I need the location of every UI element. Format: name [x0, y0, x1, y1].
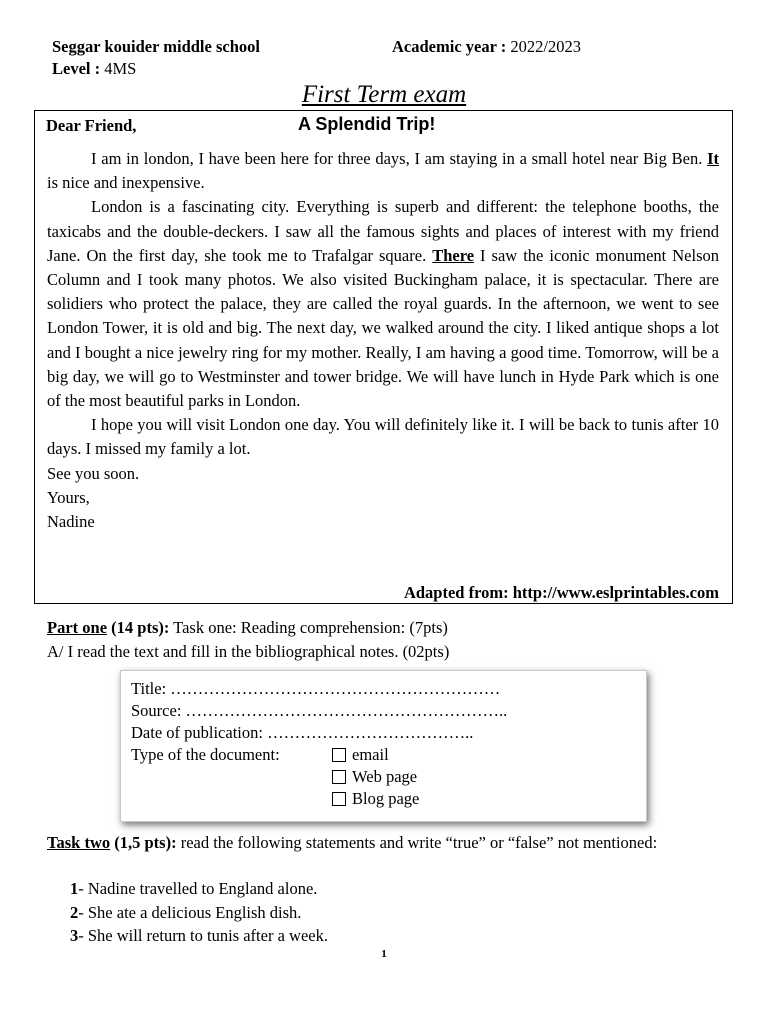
academic-year [392, 37, 581, 57]
statement-3-number: 3 [70, 926, 79, 945]
school-name: Seggar kouider middle school [52, 37, 260, 56]
academic-year-label: Academic year : [392, 37, 507, 56]
document-type-label: Type of the document: [131, 745, 280, 764]
statement-2-text: - She ate a delicious English dish. [78, 903, 302, 922]
letter-greeting: Dear Friend, [46, 116, 137, 135]
letter-title: A Splendid Trip! [298, 114, 436, 134]
source-line[interactable]: Source: ………………………………………………….. [131, 701, 508, 720]
task-two-label: Task two [47, 833, 111, 852]
level-label: Level : [52, 59, 101, 78]
paragraph-2-text-a: London is a fascinating city. Everything is superb and different: the telephone booths, the taxicabs and the double-deckers. I saw all the famous sights and places of interest with my friend Jane. On the first day, she took me to Trafalgar square. [47, 197, 719, 265]
task-two-heading [47, 832, 727, 854]
option-blog-page-label: Blog page [352, 789, 420, 808]
paragraph-1-text-b: is nice and inexpensive. [47, 173, 205, 193]
option-web-page[interactable] [332, 766, 417, 788]
closing-line-2: Yours, [47, 487, 90, 507]
paragraph-1 [47, 147, 719, 195]
option-web-page-label: Web page [352, 767, 418, 786]
statement-1-number: 1 [70, 879, 79, 898]
paragraph-2 [47, 195, 719, 413]
paragraph-2-text-b: I saw the iconic monument Nelson Column and I took many photos. We also visited Buckingham palace, it is spectacular. There are solidiers who protect the palace, they are called the royal guards. In the afternoon, we went to see London Tower, it is old and big. The next day, we walked around the city. I liked antique shops a lot and I bought a nice jewelry ring for my mother. Really, I am having a good time. Tomorrow, will be a big day, we will go to Westminster and tower bridge. We will have lunch in Hyde Park which is one of the most beautiful parks in London. [47, 245, 719, 411]
statement-3 [70, 925, 328, 947]
part-one-task: Task one: Reading comprehension: (7pts) [169, 618, 448, 637]
statement-3-text: - She will return to tunis after a week. [78, 926, 328, 945]
part-one-points: (14 pts): [111, 618, 170, 637]
source-credit: Adapted from: http://www.eslprintables.com [403, 583, 719, 602]
letter-body [47, 147, 719, 534]
paragraph-3: I hope you will visit London one day. You will definitely like it. I will be back to tunis after 10 days. I missed my family a lot. [47, 415, 719, 459]
task-a-instruction: A/ I read the text and fill in the bibliographical notes. (02pts) [47, 642, 450, 661]
task-two-instruction: read the following statements and write “true” or “false” not mentioned: [176, 833, 658, 852]
checkbox-email[interactable] [332, 748, 346, 762]
closing-line-1: See you soon. [47, 463, 140, 483]
part-one-label: Part one [47, 618, 108, 637]
option-email[interactable] [332, 744, 389, 766]
reference-word-there: There [432, 245, 475, 265]
statement-2 [70, 902, 301, 924]
reference-word-it: It [707, 149, 719, 168]
option-blog-page[interactable] [332, 788, 419, 810]
statement-1-text: - Nadine travelled to England alone. [78, 879, 318, 898]
statement-2-number: 2 [70, 903, 79, 922]
task-two-points: (1,5 pts): [114, 833, 177, 852]
part-one-heading [47, 616, 448, 640]
option-email-label: email [352, 745, 389, 764]
signature: Nadine [47, 512, 95, 532]
page-number: 1 [381, 948, 387, 960]
level-value: 4MS [104, 59, 137, 78]
checkbox-web-page[interactable] [332, 770, 346, 784]
checkbox-blog-page[interactable] [332, 792, 346, 806]
academic-year-value: 2022/2023 [510, 37, 581, 56]
level [52, 59, 136, 79]
paragraph-1-text-a: I am in london, I have been here for three days, I am staying in a small hotel near Big Ben. [91, 149, 708, 168]
exam-title: First Term exam [301, 81, 467, 108]
title-line[interactable]: Title: …………………………………………………… [131, 679, 501, 698]
date-line[interactable]: Date of publication: ……………………………….. [131, 723, 474, 742]
statement-1 [70, 878, 317, 900]
